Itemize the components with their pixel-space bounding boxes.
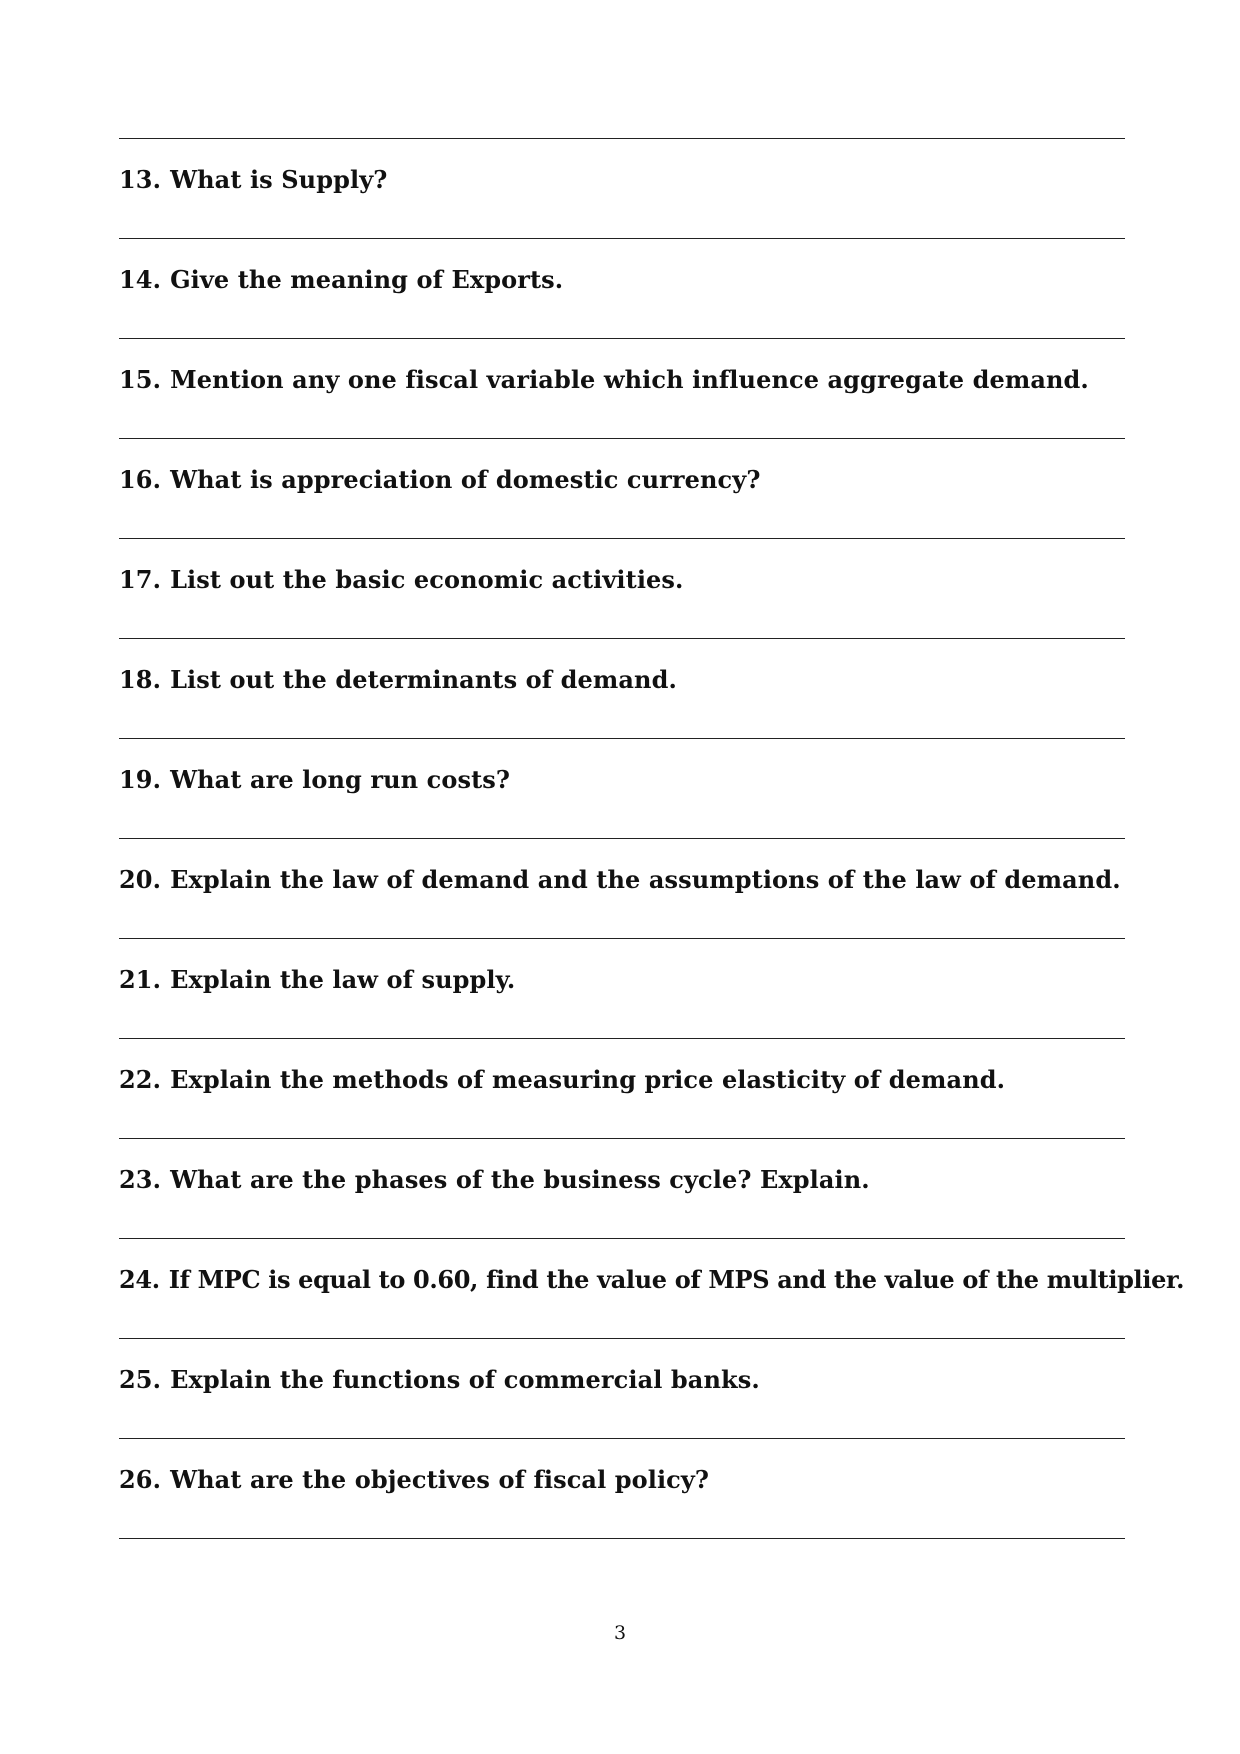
question-text: Mention any one fiscal variable which influence aggregate demand. — [170, 365, 1089, 394]
question-text: What are the phases of the business cycle? Explain. — [170, 1165, 870, 1194]
question-number: 25. — [119, 1365, 162, 1394]
question-17 — [119, 539, 1125, 639]
question-23 — [119, 1139, 1125, 1239]
question-16 — [119, 439, 1125, 539]
question-text: Explain the functions of commercial banks. — [170, 1365, 760, 1394]
question-number: 16. — [119, 465, 162, 494]
question-number: 20. — [119, 865, 162, 894]
question-text: List out the basic economic activities. — [170, 565, 684, 594]
question-13 — [119, 139, 1125, 239]
question-18 — [119, 639, 1125, 739]
question-number: 14. — [119, 265, 162, 294]
question-14 — [119, 239, 1125, 339]
question-text: List out the determinants of demand. — [170, 665, 677, 694]
question-number: 23. — [119, 1165, 162, 1194]
question-text: Give the meaning of Exports. — [170, 265, 564, 294]
question-text: What is Supply? — [170, 165, 388, 194]
question-text: What are long run costs? — [170, 765, 511, 794]
question-15 — [119, 339, 1125, 439]
question-26 — [119, 1439, 1125, 1539]
question-19 — [119, 739, 1125, 839]
page-number: 3 — [613, 1622, 627, 1644]
question-text: Explain the methods of measuring price elasticity of demand. — [170, 1065, 1006, 1094]
question-list — [119, 138, 1185, 1539]
question-text: What are the objectives of fiscal policy? — [170, 1465, 710, 1494]
question-text: Explain the law of supply. — [170, 965, 516, 994]
question-20 — [119, 839, 1125, 939]
question-number: 19. — [119, 765, 162, 794]
question-24 — [119, 1239, 1185, 1339]
question-number: 24. — [119, 1265, 160, 1294]
question-text: If MPC is equal to 0.60, find the value of MPS and the value of the multiplier. — [168, 1265, 1185, 1294]
question-number: 18. — [119, 665, 162, 694]
question-21 — [119, 939, 1125, 1039]
question-number: 17. — [119, 565, 162, 594]
question-25 — [119, 1339, 1125, 1439]
question-number: 13. — [119, 165, 162, 194]
question-number: 22. — [119, 1065, 162, 1094]
question-number: 26. — [119, 1465, 162, 1494]
question-text: Explain the law of demand and the assumptions of the law of demand. — [170, 865, 1121, 894]
question-number: 21. — [119, 965, 162, 994]
question-22 — [119, 1039, 1125, 1139]
question-text: What is appreciation of domestic currency? — [170, 465, 761, 494]
question-number: 15. — [119, 365, 162, 394]
